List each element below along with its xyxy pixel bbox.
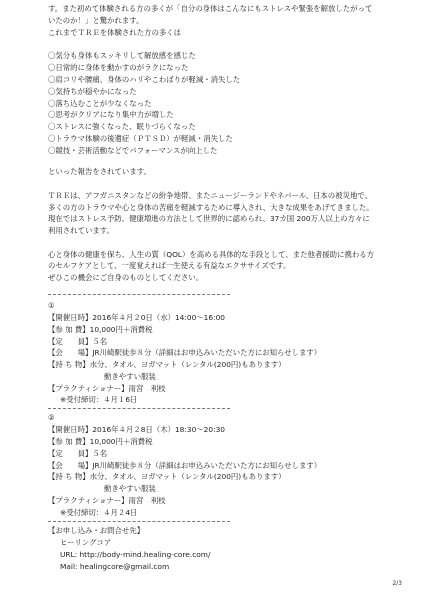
qol-paragraph-line: 心と身体の健康を保ち、人生の質（QOL）を高める具体的な手段として、また他者援助に携わる方	[48, 249, 375, 259]
session-venue: 【会 場】JR川崎駅徒歩８分（詳細はお申込みいただいた方にお知らせします）	[48, 460, 322, 470]
session-capacity: 【定 員】５名	[48, 336, 108, 346]
benefit-item: 〇気分も身体もスッキリして解放感を感じた	[48, 51, 196, 61]
session-practitioner: 【プラクティショナー】雨宮 利枝	[48, 495, 166, 505]
benefit-item: 〇肩コリや腰痛、身体のハリやこわばりが軽減・消失した	[48, 75, 241, 85]
session-capacity: 【定 員】５名	[48, 448, 108, 458]
tre-paragraph-line: 利用されています。	[48, 226, 114, 236]
section-divider	[48, 521, 230, 522]
tre-paragraph-line: 多くの方のトラウマや心と身体の苦痛を軽減するために導入され、大きな成果をあげてきました。	[48, 202, 374, 212]
benefit-item: 〇日常的に身体を動かすのがラクになった	[48, 63, 189, 73]
section-divider	[48, 294, 230, 295]
tre-paragraph-line: ＴＲＥは、アフガニスタンなどの紛争地帯、またニュージーランドやネパール、日本の被災地で、	[48, 190, 373, 200]
session-date: 【開催日時】2016年４月２0日（水）14:00～16:00	[48, 313, 225, 323]
benefit-item: 〇気持ちが穏やかになった	[48, 86, 137, 96]
session-fee: 【参 加 費】10,000円＋消費税	[48, 437, 153, 447]
session-practitioner: 【プラクティショナー】雨宮 利枝	[48, 383, 166, 393]
contact-mail: Mail: healingcore@gmail.com	[60, 562, 170, 571]
session-deadline: ※受付締切：４月２4日	[60, 507, 138, 517]
benefit-item: 〇ストレスに強くなった、眠りづらくなった	[48, 122, 196, 132]
page-number: 2/3	[392, 580, 402, 587]
contact-heading: 【お申し込み・お問合せ先】	[48, 526, 145, 535]
benefit-item: 〇落ち込むことが少なくなった	[48, 98, 152, 108]
intro-line: いたのか！」と驚かれます。	[48, 16, 144, 26]
session-bring: 【持 ち 物】水分、タオル、ヨガマット（レンタル(200円)もあります）	[48, 472, 286, 482]
session-date: 【開催日時】2016年４月２8日（木）18:30～20:30	[48, 425, 225, 435]
tre-paragraph-line: 現在ではストレス予防、健康増進の方法として世界的に認められ、37カ国 200万人以上の方々に	[48, 214, 370, 224]
session-bring-extra: 動きやすい服装	[104, 371, 156, 381]
session-marker: ①	[48, 301, 55, 311]
intro-line: これまでＴＲＥを体験された方の多くは	[48, 27, 182, 37]
session-venue: 【会 場】JR川崎駅徒歩８分（詳細はお申込みいただいた方にお知らせします）	[48, 348, 322, 358]
report-line: といった報告をされています。	[48, 167, 151, 177]
contact-org: ヒーリングコア	[60, 538, 112, 547]
qol-paragraph-line: のセルフケアとして、一度覚えれば一生使える有益なエクササイズです。	[48, 261, 291, 271]
benefit-item: 〇競技・芸術活動などでパフォーマンスが向上した	[48, 145, 218, 155]
section-divider	[48, 408, 230, 409]
benefit-item: 〇トラウマ体験の後遺症（ＰＴＳＤ）が軽減・消失した	[48, 133, 233, 143]
qol-paragraph-line: ぜひこの機会にご自身のものとしてください。	[48, 273, 204, 283]
session-fee: 【参 加 費】10,000円＋消費税	[48, 324, 153, 334]
intro-line: す。また初めて体験される方の多くが「自分の身体はこんなにもストレスや緊張を解放したがって	[48, 4, 373, 14]
contact-url: URL: http://body-mind.healing-core.com/	[60, 550, 211, 559]
session-bring-extra: 動きやすい服装	[104, 484, 156, 494]
session-marker: ②	[48, 413, 55, 423]
benefit-item: 〇思考がクリアになり集中力が増した	[48, 110, 174, 120]
session-deadline: ※受付締切：４月１6日	[60, 395, 138, 405]
session-bring: 【持 ち 物】水分、タオル、ヨガマット（レンタル(200円)もあります）	[48, 360, 286, 370]
